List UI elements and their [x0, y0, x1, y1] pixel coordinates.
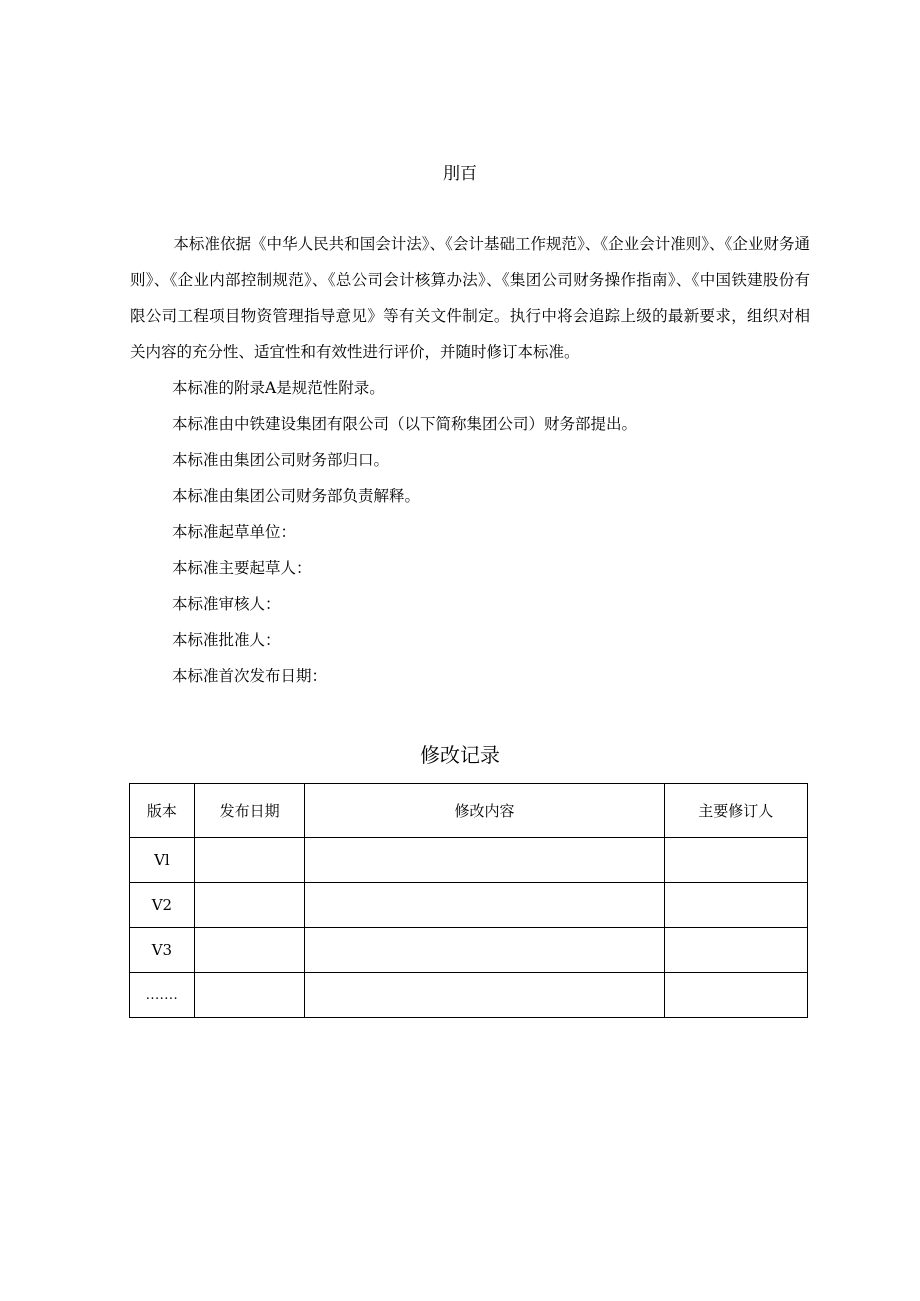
foreword-body	[130, 226, 810, 694]
header-change-content: 修改内容	[305, 784, 664, 838]
statement-owner: 本标准由集团公司财务部归口。	[172, 451, 390, 469]
cell-main-reviser	[664, 883, 807, 928]
cell-release-date	[194, 838, 305, 883]
statement-first-release-date: 本标准首次发布日期：	[172, 667, 328, 685]
foreword-paragraph: 本标准依据《中华人民共和国会计法》、《会计基础工作规范》、《企业会计准则》、《企业财务通则》、《企业内部控制规范》、《总公司会计核算办法》、《集团公司财务操作指南》、《中国铁建股份有限公司工程项目物资管理指导意见》等有关文件制定。执行中将会追踪上级的最新要求，组织对相关内容的充分性、适宜性和有效性进行评价，并随时修订本标准。	[130, 235, 810, 361]
cell-change-content	[305, 883, 664, 928]
cell-release-date	[194, 883, 305, 928]
statement-main-drafters: 本标准主要起草人：	[172, 559, 312, 577]
foreword-heading: 刖百	[443, 164, 477, 184]
statement-approver: 本标准批准人：	[172, 631, 281, 649]
header-main-reviser: 主要修订人	[664, 784, 807, 838]
revision-record-title: 修改记录	[420, 743, 500, 767]
revision-record-table	[129, 783, 808, 1018]
table-row	[130, 928, 808, 973]
cell-version: .......	[130, 973, 195, 1018]
cell-version: V2	[130, 883, 195, 928]
header-version: 版本	[130, 784, 195, 838]
statement-proposer: 本标准由中铁建设集团有限公司（以下简称集团公司）财务部提出。	[172, 415, 638, 433]
statement-reviewer: 本标准审核人：	[172, 595, 281, 613]
cell-change-content	[305, 838, 664, 883]
cell-main-reviser	[664, 973, 807, 1018]
table-row	[130, 883, 808, 928]
table-header-row	[130, 784, 808, 838]
table-row	[130, 973, 808, 1018]
statement-interpreter: 本标准由集团公司财务部负责解释。	[172, 487, 421, 505]
cell-change-content	[305, 928, 664, 973]
cell-version: V3	[130, 928, 195, 973]
statement-appendix: 本标准的附录A是规范性附录。	[172, 379, 385, 397]
cell-release-date	[194, 928, 305, 973]
table-row	[130, 838, 808, 883]
cell-main-reviser	[664, 928, 807, 973]
cell-main-reviser	[664, 838, 807, 883]
cell-change-content	[305, 973, 664, 1018]
statement-drafting-unit: 本标准起草单位：	[172, 523, 297, 541]
header-release-date: 发布日期	[194, 784, 305, 838]
cell-version: Vl	[130, 838, 195, 883]
cell-release-date	[194, 973, 305, 1018]
